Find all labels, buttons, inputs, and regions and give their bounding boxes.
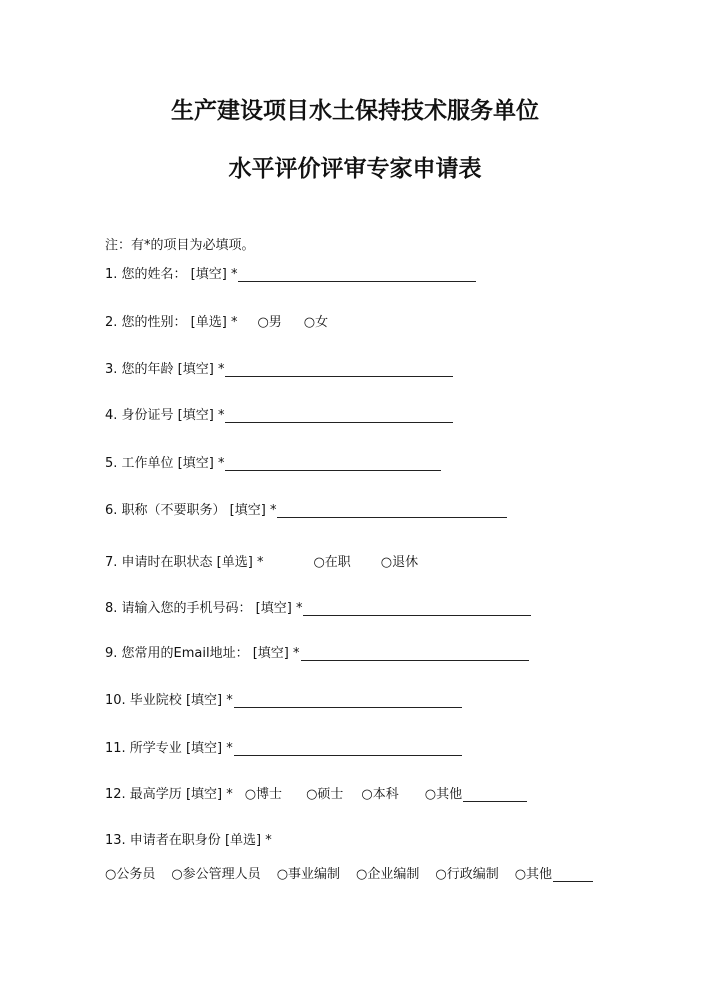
question-education <box>105 782 527 802</box>
option-civil-servant[interactable]: ○公务员 <box>105 867 156 882</box>
id-number-input[interactable] <box>225 408 453 423</box>
question-label: 9. 您常用的Email地址： [填空] * <box>105 646 300 661</box>
required-note: 注：有*的项目为必填项。 <box>105 238 255 253</box>
name-input[interactable] <box>238 267 476 282</box>
employer-input[interactable] <box>225 456 441 471</box>
question-label: 10. 毕业院校 [填空] * <box>105 693 233 708</box>
question-employer <box>105 451 441 471</box>
job-identity-other-input[interactable] <box>553 867 593 882</box>
phone-input[interactable] <box>303 601 531 616</box>
question-label: 7. 申请时在职状态 [单选] * <box>105 555 264 570</box>
question-phone <box>105 596 531 616</box>
form-subtitle: 水平评价评审专家申请表 <box>228 156 482 182</box>
option-retired[interactable]: ○退休 <box>380 555 419 570</box>
option-male[interactable]: ○男 <box>257 315 282 330</box>
title-input[interactable] <box>277 503 507 518</box>
question-age <box>105 357 453 377</box>
question-label: 4. 身份证号 [填空] * <box>105 408 225 423</box>
option-other[interactable]: ○其他 <box>514 867 553 882</box>
question-school <box>105 688 462 708</box>
question-label: 1. 您的姓名： [填空] * <box>105 267 238 282</box>
option-reference-civil-servant[interactable]: ○参公管理人员 <box>171 867 261 882</box>
question-label: 6. 职称（不要职务） [填空] * <box>105 503 277 518</box>
form-title: 生产建设项目水土保持技术服务单位 <box>171 98 539 124</box>
option-phd[interactable]: ○博士 <box>244 787 283 802</box>
option-enterprise[interactable]: ○企业编制 <box>356 867 420 882</box>
option-masters[interactable]: ○硕士 <box>306 787 344 802</box>
question-label: 12. 最高学历 [填空] * <box>105 787 233 802</box>
question-title <box>105 498 507 518</box>
option-public-institution[interactable]: ○事业编制 <box>276 867 341 882</box>
age-input[interactable] <box>225 362 453 377</box>
question-label: 3. 您的年龄 [填空] * <box>105 362 225 377</box>
major-input[interactable] <box>234 741 462 756</box>
question-employment-status <box>105 550 418 570</box>
option-bachelor[interactable]: ○本科 <box>361 787 399 802</box>
question-gender <box>105 310 328 330</box>
option-employed[interactable]: ○在职 <box>313 555 351 570</box>
education-other-input[interactable] <box>463 787 527 802</box>
school-input[interactable] <box>234 693 462 708</box>
question-major <box>105 736 462 756</box>
option-administrative[interactable]: ○行政编制 <box>435 867 499 882</box>
job-identity-options <box>105 862 593 882</box>
question-label: 13. 申请者在职身份 [单选] * <box>105 833 272 848</box>
option-female[interactable]: ○女 <box>303 315 329 330</box>
question-name <box>105 262 476 282</box>
question-label: 8. 请输入您的手机号码： [填空] * <box>105 601 303 616</box>
question-label: 11. 所学专业 [填空] * <box>105 741 233 756</box>
question-label: 2. 您的性别： [单选] * <box>105 315 238 330</box>
question-job-identity <box>105 828 272 848</box>
option-other[interactable]: ○其他 <box>424 787 463 802</box>
question-label: 5. 工作单位 [填空] * <box>105 456 225 471</box>
email-input[interactable] <box>301 646 529 661</box>
question-email <box>105 641 529 661</box>
question-id-number <box>105 403 453 423</box>
